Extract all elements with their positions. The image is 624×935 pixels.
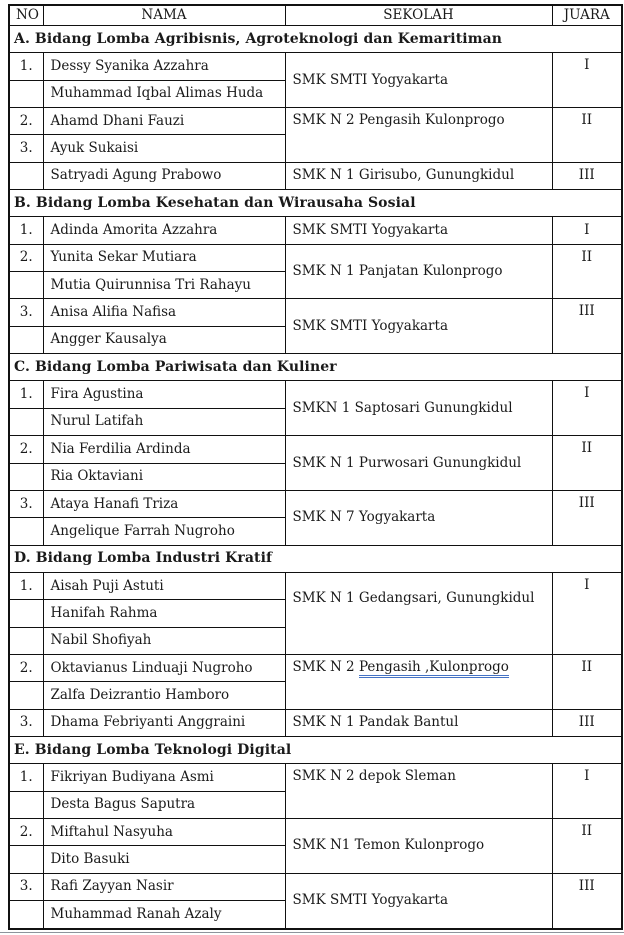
juara-cell: I [552,381,622,436]
juara-cell: II [552,436,622,491]
sekolah-cell: SMK N 2 Pengasih Kulonprogo [285,108,552,163]
column-header-nama: NAMA [43,5,285,26]
table-row [9,873,622,900]
sekolah-cell: SMK N 7 Yogyakarta [285,490,552,545]
sekolah-cell: SMKN 1 Saptosari Gunungkidul [285,381,552,436]
no-cell [9,463,43,490]
no-cell [9,272,43,299]
table-row [9,490,622,517]
table-row [9,162,622,189]
no-cell: 2. [9,818,43,845]
no-cell [9,80,43,107]
table-row [9,299,622,326]
nama-cell: Zalfa Deizrantio Hamboro [43,682,285,709]
sekolah-cell: SMK N 1 Gedangsari, Gunungkidul [285,572,552,654]
nama-cell: Muhammad Ranah Azaly [43,901,285,930]
nama-cell: Oktavianus Linduaji Nugroho [43,654,285,681]
table-row [9,709,622,736]
no-cell [9,627,43,654]
column-header-juara: JUARA [552,5,622,26]
table-row [9,53,622,80]
nama-cell: Rafi Zayyan Nasir [43,873,285,900]
section-title: B. Bidang Lomba Kesehatan dan Wirausaha Sosial [9,190,622,217]
grammar-underlined-text: Pengasih ,Kulonprogo [359,659,509,678]
no-cell: 2. [9,244,43,271]
sekolah-cell: SMK SMTI Yogyakarta [285,217,552,244]
nama-cell: Muhammad Iqbal Alimas Huda [43,80,285,107]
no-cell [9,600,43,627]
sekolah-cell: SMK N 1 Panjatan Kulonprogo [285,244,552,299]
nama-cell: Hanifah Rahma [43,600,285,627]
nama-cell: Ayuk Sukaisi [43,135,285,162]
no-cell: 1. [9,381,43,408]
section-title: E. Bidang Lomba Teknologi Digital [9,736,622,763]
nama-cell: Satryadi Agung Prabowo [43,162,285,189]
section-header-row [9,354,622,381]
nama-cell: Fira Agustina [43,381,285,408]
no-cell: 3. [9,135,43,162]
section-title: A. Bidang Lomba Agribisnis, Agroteknologi dan Kemaritiman [9,26,622,53]
no-cell [9,682,43,709]
column-header-sekolah: SEKOLAH [285,5,552,26]
no-cell: 1. [9,217,43,244]
juara-cell: I [552,572,622,654]
no-cell: 1. [9,572,43,599]
nama-cell: Angelique Farrah Nugroho [43,518,285,545]
juara-cell: I [552,217,622,244]
nama-cell: Dessy Syanika Azzahra [43,53,285,80]
juara-cell: II [552,108,622,163]
juara-cell: II [552,818,622,873]
no-cell [9,408,43,435]
juara-cell: II [552,244,622,299]
sekolah-cell [285,654,552,709]
juara-cell: III [552,709,622,736]
juara-cell: III [552,299,622,354]
nama-cell: Aisah Puji Astuti [43,572,285,599]
table-body [9,26,622,930]
nama-cell: Dito Basuki [43,846,285,873]
sekolah-cell: SMK N 1 Girisubo, Gunungkidul [285,162,552,189]
table-row [9,572,622,599]
no-cell: 2. [9,654,43,681]
table-header [9,5,622,26]
nama-cell: Ahamd Dhani Fauzi [43,108,285,135]
column-header-no: NO [9,5,43,26]
nama-cell: Ataya Hanafi Triza [43,490,285,517]
no-cell [9,791,43,818]
nama-cell: Yunita Sekar Mutiara [43,244,285,271]
table-row [9,381,622,408]
nama-cell: Desta Bagus Saputra [43,791,285,818]
sekolah-cell: SMK SMTI Yogyakarta [285,53,552,108]
results-table [8,4,623,930]
sekolah-cell: SMK SMTI Yogyakarta [285,873,552,929]
nama-cell: Dhama Febriyanti Anggraini [43,709,285,736]
section-title: D. Bidang Lomba Industri Kratif [9,545,622,572]
table-row [9,818,622,845]
sekolah-cell: SMK N 1 Pandak Bantul [285,709,552,736]
sekolah-cell: SMK N 1 Purwosari Gunungkidul [285,436,552,491]
nama-cell: Nia Ferdilia Ardinda [43,436,285,463]
nama-cell: Nabil Shofiyah [43,627,285,654]
juara-cell: III [552,162,622,189]
no-cell: 1. [9,53,43,80]
nama-cell: Nurul Latifah [43,408,285,435]
no-cell: 2. [9,108,43,135]
text-run: SMK N 2 [292,658,359,675]
nama-cell: Mutia Quirunnisa Tri Rahayu [43,272,285,299]
nama-cell: Adinda Amorita Azzahra [43,217,285,244]
table-row [9,436,622,463]
no-cell: 2. [9,436,43,463]
table-row [9,244,622,271]
juara-cell: III [552,873,622,929]
table-row [9,654,622,681]
sekolah-cell: SMK N 2 depok Sleman [285,764,552,819]
section-header-row [9,190,622,217]
no-cell: 1. [9,764,43,791]
no-cell [9,162,43,189]
sekolah-cell: SMK SMTI Yogyakarta [285,299,552,354]
juara-cell: I [552,53,622,108]
juara-cell: III [552,490,622,545]
nama-cell: Fikriyan Budiyana Asmi [43,764,285,791]
table-row [9,108,622,135]
no-cell [9,326,43,353]
nama-cell: Ria Oktaviani [43,463,285,490]
no-cell: 3. [9,873,43,900]
header-row [9,5,622,26]
section-header-row [9,736,622,763]
no-cell [9,901,43,930]
no-cell: 3. [9,490,43,517]
no-cell [9,518,43,545]
nama-cell: Anisa Alifia Nafisa [43,299,285,326]
section-header-row [9,545,622,572]
table-row [9,764,622,791]
sekolah-cell: SMK N1 Temon Kulonprogo [285,818,552,873]
nama-cell: Miftahul Nasyuha [43,818,285,845]
table-row [9,217,622,244]
juara-cell: I [552,764,622,819]
page-bottom-edge-line [0,932,624,933]
nama-cell: Angger Kausalya [43,326,285,353]
no-cell: 3. [9,709,43,736]
no-cell: 3. [9,299,43,326]
no-cell [9,846,43,873]
juara-cell: II [552,654,622,709]
section-header-row [9,26,622,53]
section-title: C. Bidang Lomba Pariwisata dan Kuliner [9,354,622,381]
